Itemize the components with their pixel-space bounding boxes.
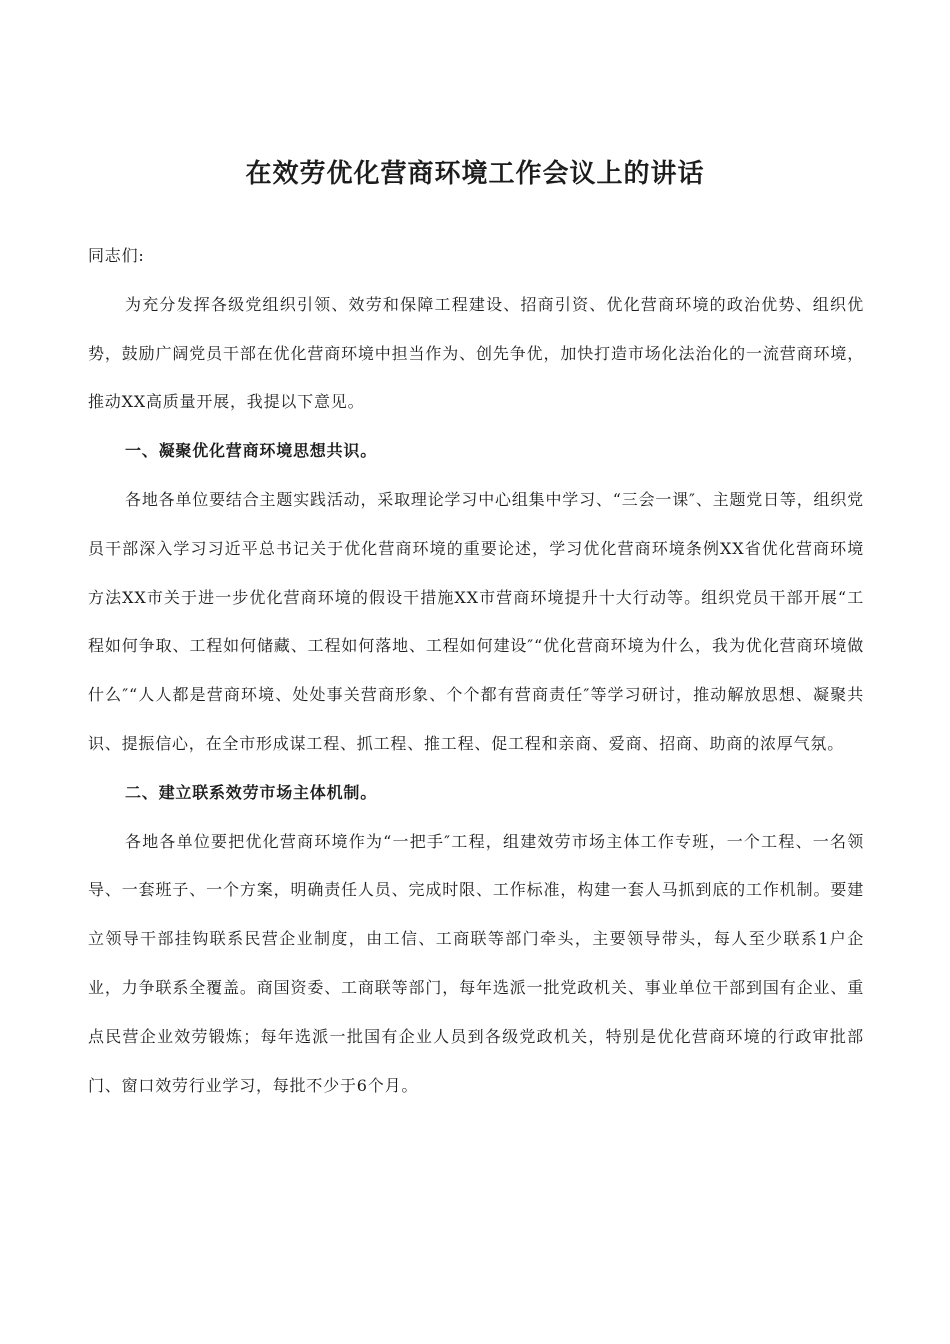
paragraph-intro: 为充分发挥各级党组织引领、效劳和保障工程建设、招商引资、优化营商环境的政治优势、组织优势，鼓励广阔党员干部在优化营商环境中担当作为、创先争优，加快打造市场化法治化的一流营商环境，推动XX高质量开展，我提以下意见。 — [88, 294, 864, 412]
paragraph-section-2: 各地各单位要把优化营商环境作为“一把手″工程，组建效劳市场主体工作专班，一个工程、一名领导、一套班子、一个方案，明确责任人员、完成时限、工作标准，构建一套人马抓到底的工作机制。要建立领导干部挂钩联系民营企业制度，由工信、工商联等部门牵头，主要领导带头，每人至少联系1户企业，力争联系全覆盖。商国资委、工商联等部门，每年选派一批党政机关、事业单位干部到国有企业、重点民营企业效劳锻炼；每年选派一批国有企业人员到各级党政机关，特别是优化营商环境的行政审批部门、窗口效劳行业学习，每批不少于6个月。 — [88, 831, 864, 1095]
salutation: 同志们: — [88, 246, 145, 265]
document-body — [88, 232, 864, 1110]
section-heading-1: 一、凝聚优化营商环境思想共识。 — [125, 441, 378, 461]
section-heading-2: 二、建立联系效劳市场主体机制。 — [125, 782, 378, 802]
document-title: 在效劳优化营商环境工作会议上的讲话 — [245, 159, 705, 189]
paragraph-section-1: 各地各单位要结合主题实践活动，采取理论学习中心组集中学习、“三会一课″、主题党日等，组织党员干部深入学习习近平总书记关于优化营商环境的重要论述，学习优化营商环境条例XX省优化营商环境方法XX市关于进一步优化营商环境的假设干措施XX市营商环境提升十大行动等。组织党员干部开展“工程如何争取、工程如何储藏、工程如何落地、工程如何建设″“优化营商环境为什么，我为优化营商环境做什么″“人人都是营商环境、处处事关营商形象、个个都有营商责任″等学习研讨，推动解放思想、凝聚共识、提振信心，在全市形成谋工程、抓工程、推工程、促工程和亲商、爱商、招商、助商的浓厚气氛。 — [88, 489, 864, 753]
